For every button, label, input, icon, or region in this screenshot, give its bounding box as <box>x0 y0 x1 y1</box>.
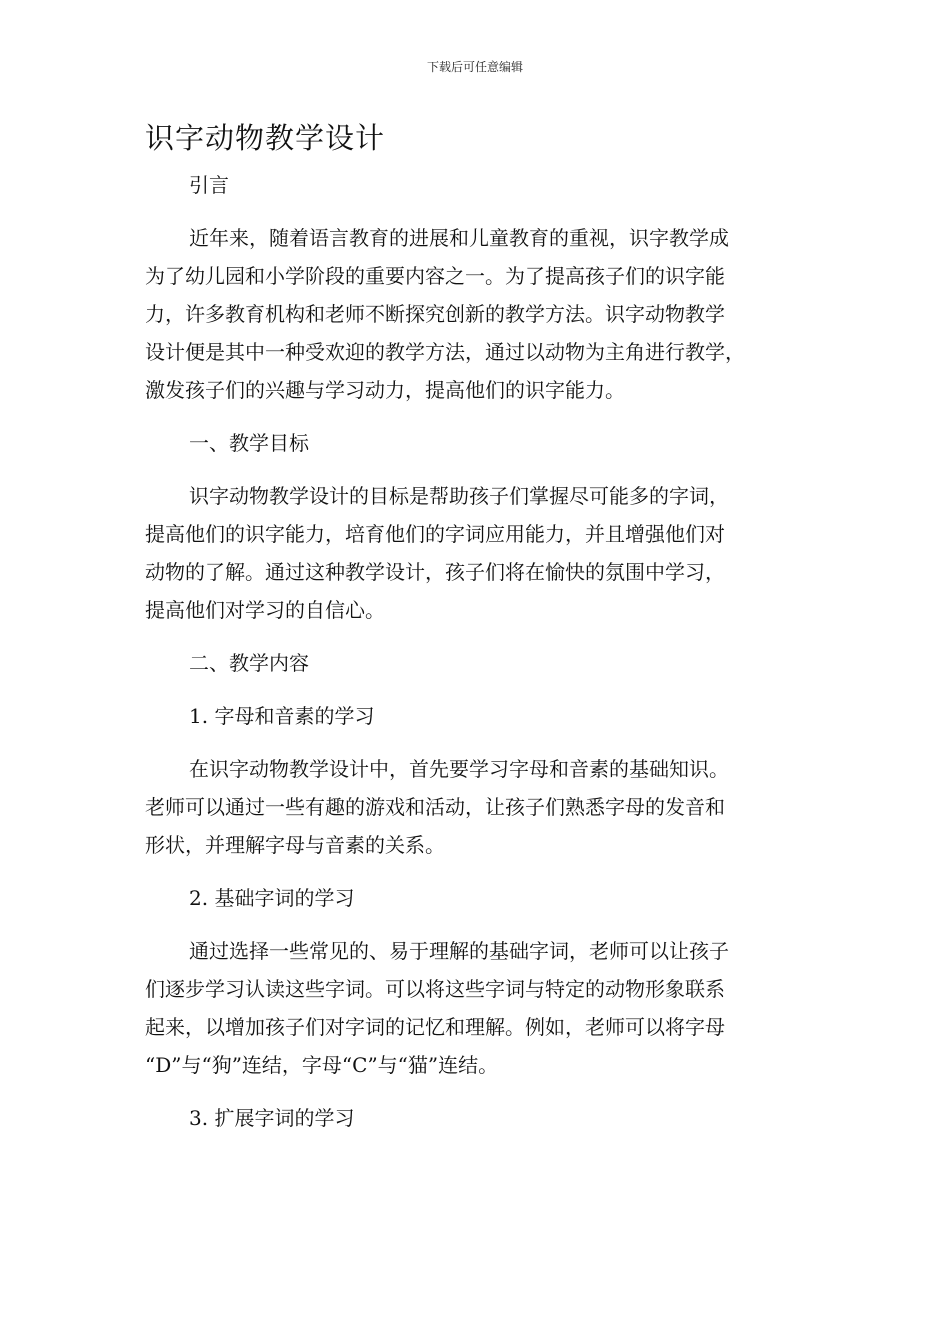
paragraph-line: 们逐步学习认读这些字词。可以将这些字词与特定的动物形象联系 <box>145 977 725 1001</box>
page-title: 识字动物教学设计 <box>145 121 386 155</box>
paragraph-line: 老师可以通过一些有趣的游戏和活动，让孩子们熟悉字母的发音和 <box>145 795 725 819</box>
paragraph-line: 设计便是其中一种受欢迎的教学方法，通过以动物为主角进行教学， <box>145 340 745 364</box>
paragraph-line: “D”与“狗”连结，字母“C”与“猫”连结。 <box>145 1053 499 1077</box>
subsection-heading-1: 1. 字母和音素的学习 <box>189 704 375 728</box>
paragraph-line: 起来，以增加孩子们对字词的记忆和理解。例如，老师可以将字母 <box>145 1015 725 1039</box>
paragraph-line: 形状，并理解字母与音素的关系。 <box>145 833 445 857</box>
subsection-heading-2: 2. 基础字词的学习 <box>189 886 355 910</box>
paragraph-line: 在识字动物教学设计中，首先要学习字母和音素的基础知识。 <box>189 757 729 781</box>
section-heading-goals: 一、教学目标 <box>189 431 309 455</box>
paragraph-line: 激发孩子们的兴趣与学习动力，提高他们的识字能力。 <box>145 378 625 402</box>
document-body <box>145 166 810 1137</box>
paragraph-line: 为了幼儿园和小学阶段的重要内容之一。为了提高孩子们的识字能 <box>145 264 725 288</box>
subsection-heading-3: 3. 扩展字词的学习 <box>189 1106 355 1130</box>
paragraph-line: 动物的了解。通过这种教学设计，孩子们将在愉快的氛围中学习， <box>145 560 725 584</box>
paragraph-line: 近年来，随着语言教育的进展和儿童教育的重视，识字教学成 <box>189 226 729 250</box>
paragraph-line: 通过选择一些常见的、易于理解的基础字词，老师可以让孩子 <box>189 939 729 963</box>
section-heading-intro: 引言 <box>189 173 229 197</box>
header-note: 下载后可任意编辑 <box>426 60 523 74</box>
paragraph-line: 识字动物教学设计的目标是帮助孩子们掌握尽可能多的字词， <box>189 484 729 508</box>
section-heading-content: 二、教学内容 <box>189 651 309 675</box>
paragraph-line: 提高他们的识字能力，培育他们的字词应用能力，并且增强他们对 <box>145 522 725 546</box>
paragraph-line: 力，许多教育机构和老师不断探究创新的教学方法。识字动物教学 <box>145 302 725 326</box>
paragraph-line: 提高他们对学习的自信心。 <box>145 598 385 622</box>
